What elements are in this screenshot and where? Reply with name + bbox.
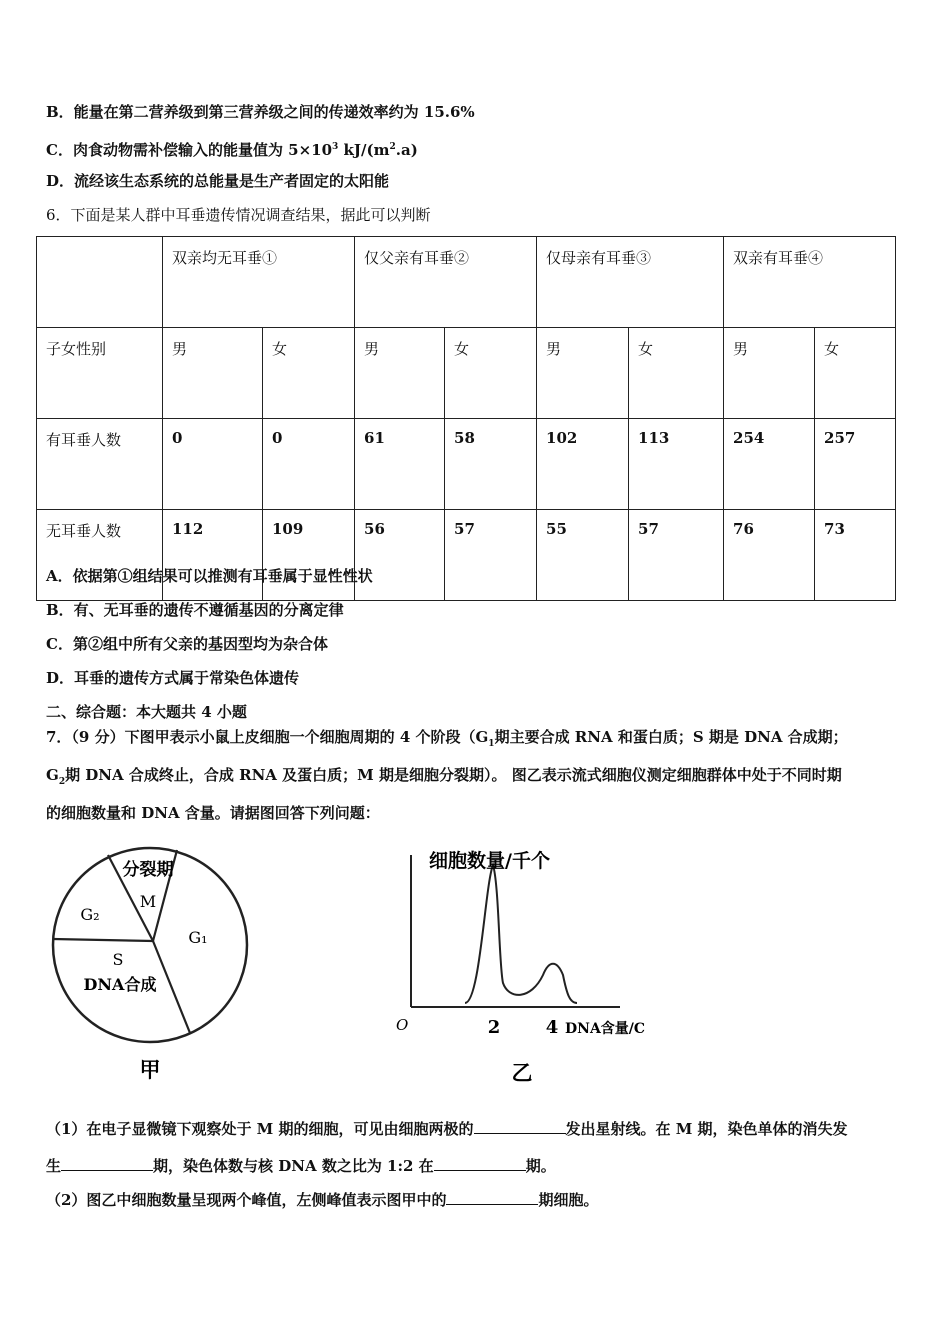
table-cell: 254 xyxy=(724,419,815,510)
option-c-sup1: 3 xyxy=(332,142,339,152)
group-3-header: 仅母亲有耳垂③ xyxy=(537,237,724,328)
label-m: M xyxy=(139,892,157,911)
table-cell: 55 xyxy=(537,510,629,601)
x-tick-2: 2 xyxy=(487,1017,501,1038)
option-c-unit: kJ/(m xyxy=(338,141,390,159)
q7-line2-sub: 2 xyxy=(58,777,66,787)
x-axis-label: DNA含量/C xyxy=(565,1021,646,1037)
table-cell: 0 xyxy=(263,419,355,510)
answer-blank[interactable] xyxy=(61,1156,153,1171)
distribution-curve xyxy=(465,865,577,1003)
table-cell: 57 xyxy=(445,510,537,601)
row-label-without-earlobe: 无耳垂人数 xyxy=(37,510,163,601)
female-label: 女 xyxy=(445,328,537,419)
q6-stem: 6．下面是某人群中耳垂遗传情况调查结果，据此可以判断 xyxy=(46,206,431,224)
q7-line1-sub: 1 xyxy=(488,739,495,749)
table-cell: 113 xyxy=(629,419,724,510)
group-4-header: 双亲有耳垂④ xyxy=(724,237,896,328)
cell-cycle-figure xyxy=(40,835,260,1095)
table-row-without-earlobe xyxy=(37,510,896,601)
q7-line1-rest: 期主要合成 RNA 和蛋白质；S 期是 DNA 合成期； xyxy=(494,728,848,746)
female-label: 女 xyxy=(263,328,355,419)
table-cell: 112 xyxy=(163,510,263,601)
table-cell: 0 xyxy=(163,419,263,510)
label-division-phase: 分裂期 xyxy=(122,860,174,880)
earlobe-table xyxy=(36,236,896,601)
q7-line1 xyxy=(46,727,848,754)
q7-line1-text: 7．（9 分）下图甲表示小鼠上皮细胞一个细胞周期的 4 个阶段（G xyxy=(46,728,489,746)
group-2-header: 仅父亲有耳垂② xyxy=(355,237,537,328)
table-cell: 73 xyxy=(815,510,896,601)
q7-sub2-text: （2）图乙中细胞数量呈现两个峰值，左侧峰值表示图甲中的 xyxy=(46,1191,447,1209)
q7-sub1-text-5: 期。 xyxy=(525,1157,556,1175)
q7-sub1-line1 xyxy=(46,1119,848,1139)
label-g2: G₂ xyxy=(80,905,100,924)
table-cell: 102 xyxy=(537,419,629,510)
answer-blank[interactable] xyxy=(474,1119,566,1134)
table-row-with-earlobe xyxy=(37,419,896,510)
q6-option-a: A．依据第①组结果可以推测有耳垂属于显性性状 xyxy=(46,567,373,585)
male-label: 男 xyxy=(355,328,445,419)
table-cell: 76 xyxy=(724,510,815,601)
group-1-header: 双亲均无耳垂① xyxy=(163,237,355,328)
table-cell: 57 xyxy=(629,510,724,601)
q7-sub1-text-3: 生 xyxy=(46,1157,62,1175)
divider-line xyxy=(153,941,190,1033)
table-corner-cell xyxy=(37,237,163,328)
female-label: 女 xyxy=(815,328,896,419)
table-row-sex xyxy=(37,328,896,419)
option-c-sup2: 2 xyxy=(389,142,396,152)
origin-label: O xyxy=(396,1016,409,1034)
table-cell: 257 xyxy=(815,419,896,510)
q7-sub1-text-2: 发出星射线。在 M 期，染色单体的消失发 xyxy=(565,1120,848,1138)
option-b: B．能量在第二营养级到第三营养级之间的传递效率约为 15.6% xyxy=(46,103,475,121)
option-c-text: C．肉食动物需补偿输入的能量值为 5×10 xyxy=(46,141,333,159)
y-axis-label: 细胞数量/千个 xyxy=(429,850,550,872)
dna-content-figure xyxy=(385,835,705,1095)
row-label-with-earlobe: 有耳垂人数 xyxy=(37,419,163,510)
option-c xyxy=(46,137,418,160)
option-d: D．流经该生态系统的总能量是生产者固定的太阳能 xyxy=(46,172,390,190)
table-header-row xyxy=(37,237,896,328)
q7-sub1-text: （1）在电子显微镜下观察处于 M 期的细胞，可见由细胞两极的 xyxy=(46,1120,474,1138)
table-cell: 56 xyxy=(355,510,445,601)
label-s: S xyxy=(112,950,124,969)
male-label: 男 xyxy=(724,328,815,419)
q6-option-c: C．第②组中所有父亲的基因型均为杂合体 xyxy=(46,635,328,653)
q7-sub2-text-2: 期细胞。 xyxy=(538,1191,599,1209)
table-cell: 61 xyxy=(355,419,445,510)
figure-caption-jia: 甲 xyxy=(139,1057,161,1082)
q7-line3: 的细胞数量和 DNA 含量。请据图回答下列问题： xyxy=(46,804,380,822)
divider-line xyxy=(53,939,153,941)
x-tick-4: 4 xyxy=(545,1017,559,1038)
sex-label: 子女性别 xyxy=(37,328,163,419)
male-label: 男 xyxy=(163,328,263,419)
q7-sub1-text-4: 期，染色体数与核 DNA 数之比为 1:2 在 xyxy=(153,1157,434,1175)
label-g1: G₁ xyxy=(188,928,208,947)
label-dna-synthesis: DNA合成 xyxy=(83,975,157,994)
q7-sub2-line xyxy=(46,1190,598,1210)
table-cell: 58 xyxy=(445,419,537,510)
q7-line2-text: G xyxy=(46,766,59,784)
q7-line2 xyxy=(46,765,842,792)
female-label: 女 xyxy=(629,328,724,419)
q6-option-b: B．有、无耳垂的遗传不遵循基因的分离定律 xyxy=(46,601,344,619)
answer-blank[interactable] xyxy=(434,1156,526,1171)
q7-line2-rest: 期 DNA 合成终止，合成 RNA 及蛋白质；M 期是细胞分裂期）。 图乙表示流式细胞仪测定细胞群体中处于不同时期 xyxy=(65,766,842,784)
answer-blank[interactable] xyxy=(446,1190,538,1205)
table-cell: 109 xyxy=(263,510,355,601)
section-heading: 二、综合题：本大题共 4 小题 xyxy=(46,703,247,721)
q7-sub1-line2 xyxy=(46,1156,556,1176)
q6-option-d: D．耳垂的遗传方式属于常染色体遗传 xyxy=(46,669,300,687)
option-c-tail: .a) xyxy=(395,141,418,159)
male-label: 男 xyxy=(537,328,629,419)
figure-caption-yi: 乙 xyxy=(511,1060,533,1085)
